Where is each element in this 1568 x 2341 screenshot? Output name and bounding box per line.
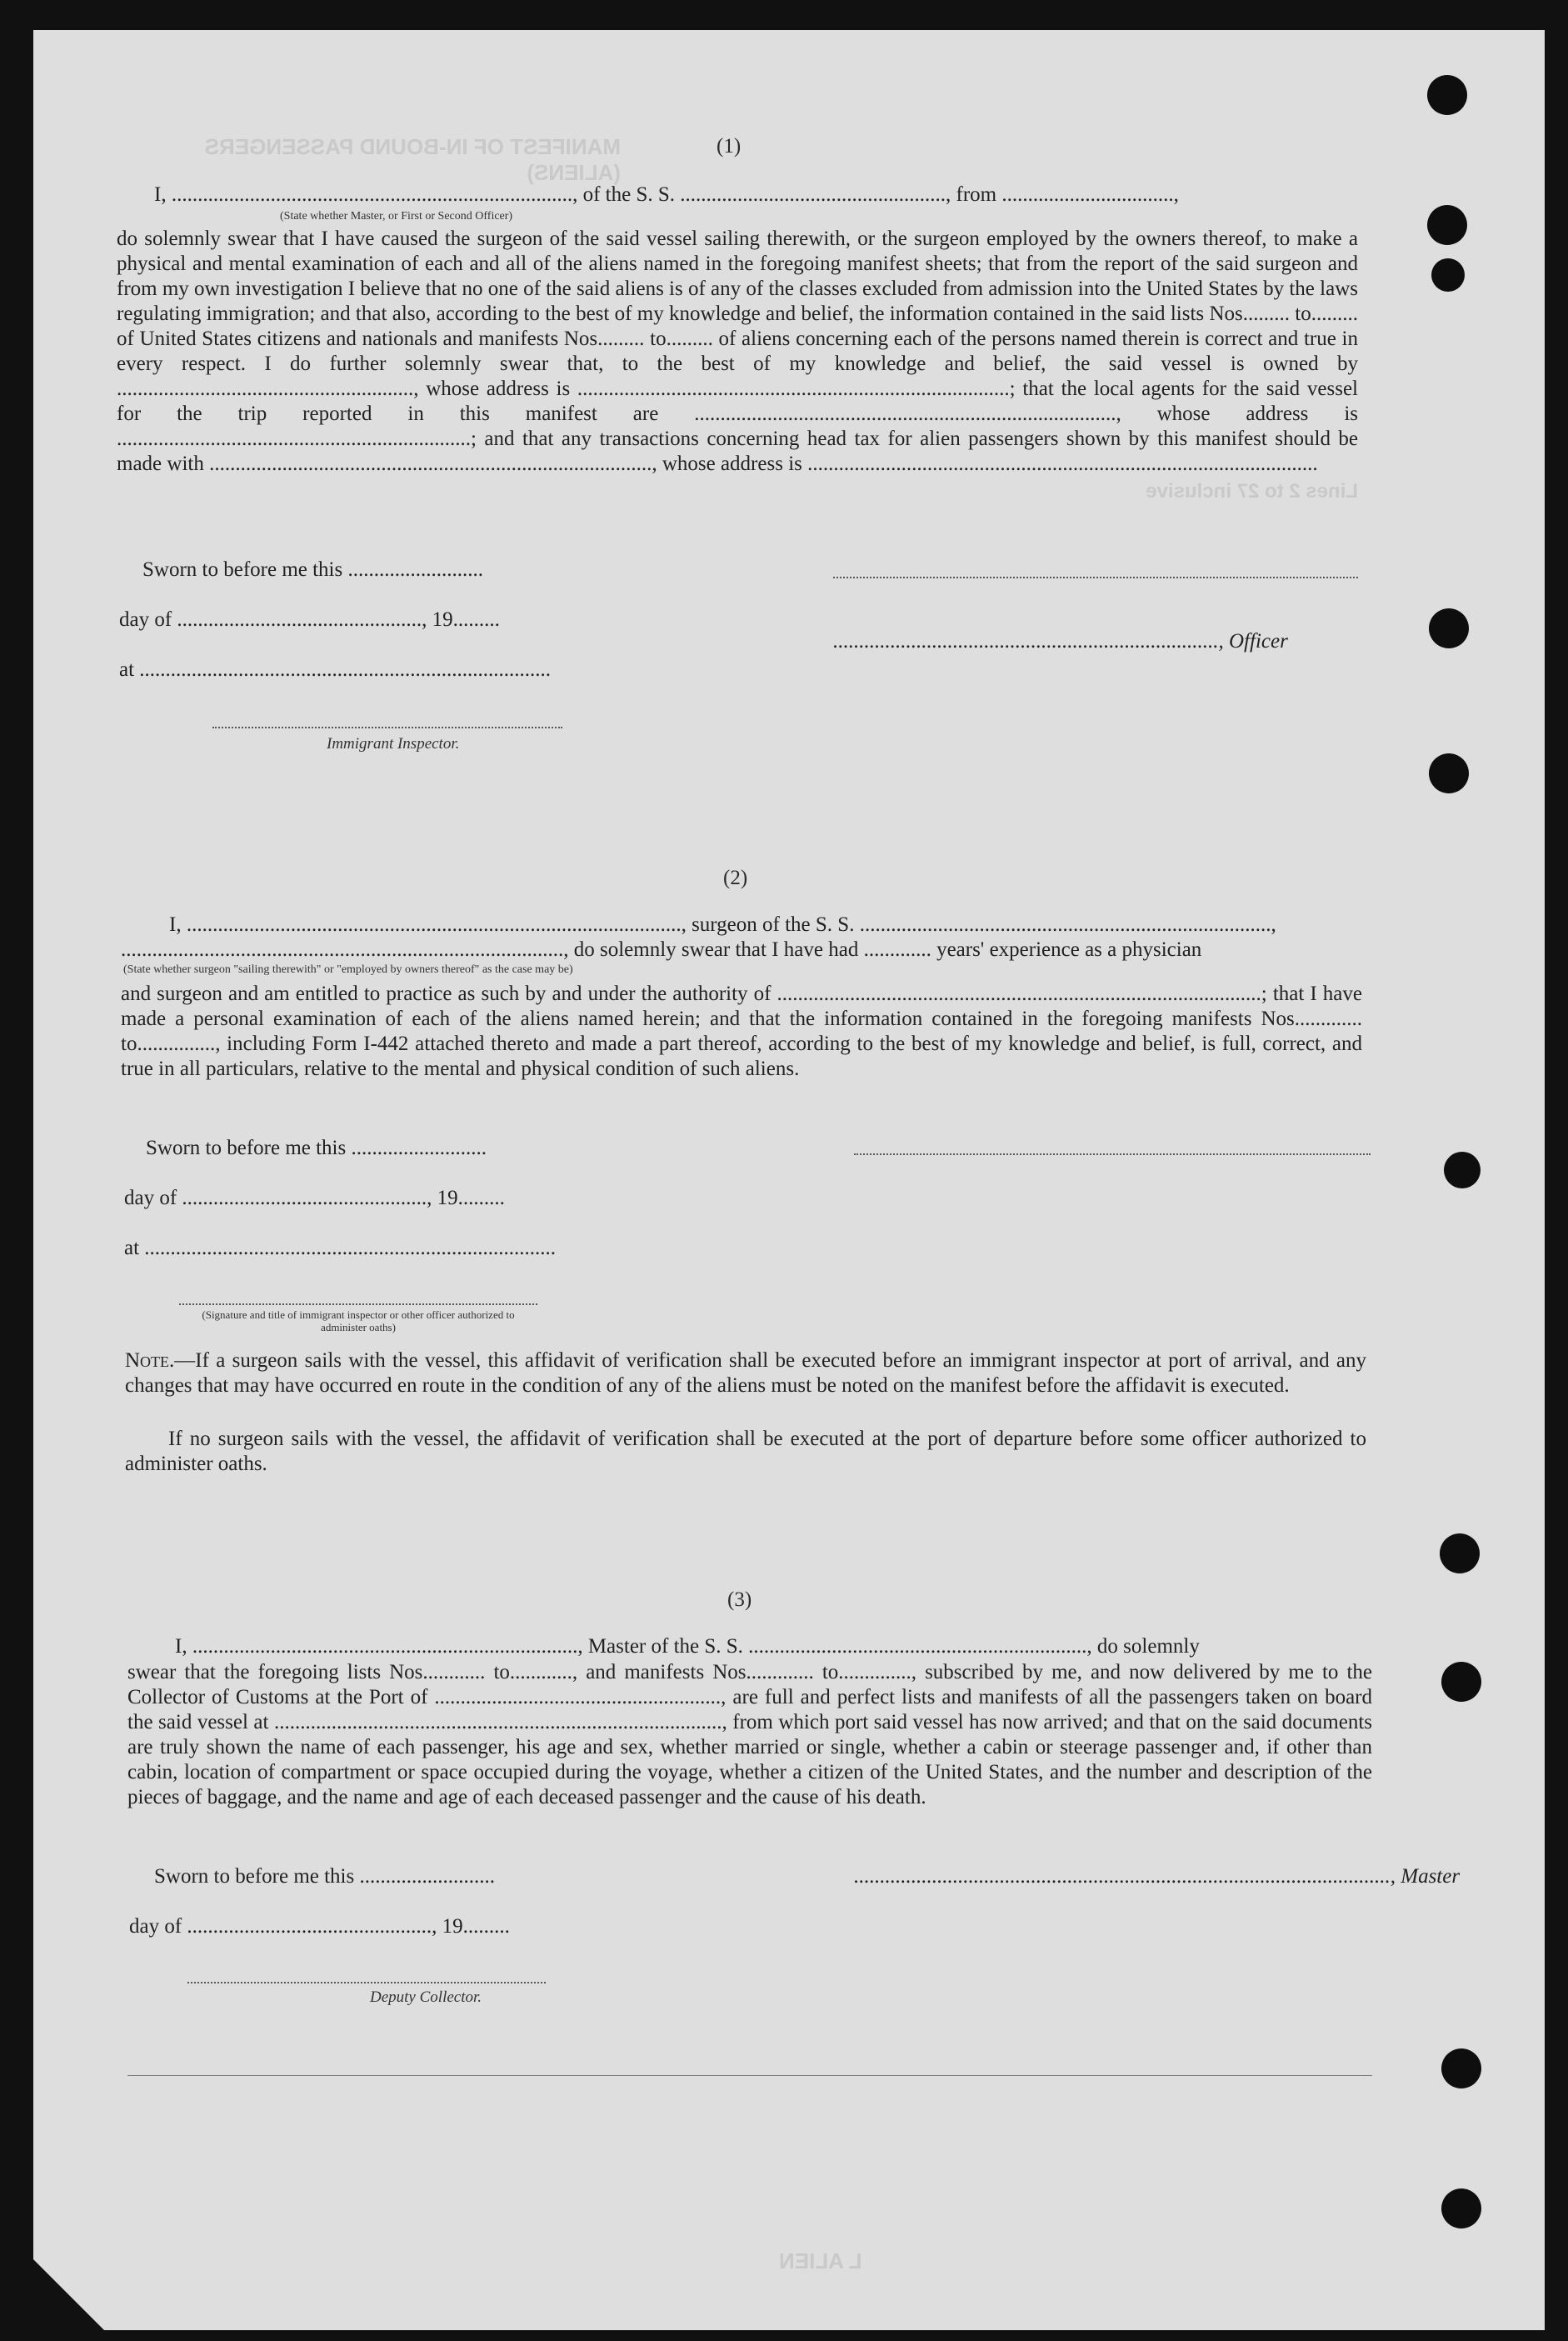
affidavit-2-sworn: Sworn to before me this .......................... <box>146 1137 487 1159</box>
affidavit-1-sworn: Sworn to before me this .......................... <box>142 558 483 581</box>
bottom-rule <box>127 2075 1372 2076</box>
inspector-signature-line <box>212 727 562 728</box>
binder-hole <box>1429 608 1469 648</box>
immigrant-inspector-caption: Immigrant Inspector. <box>327 735 460 753</box>
binder-hole <box>1429 753 1469 793</box>
affidavit-2-second-line: ....................................................................................., do solemnly swear that I have had ............. years' experience as a physician <box>121 938 1202 961</box>
binder-hole <box>1441 1662 1481 1702</box>
bleed-through-title: MANIFEST OF IN-BOUND PASSENGERS (ALIENS) <box>204 134 621 185</box>
affidavit-2-day: day of ..............................................., 19......... <box>124 1187 505 1209</box>
binder-hole <box>1427 75 1467 115</box>
affidavit-3-sworn: Sworn to before me this .......................... <box>154 1865 495 1888</box>
note-label: Note. <box>125 1349 175 1372</box>
torn-corner <box>33 2259 104 2330</box>
affidavit-1-state-note: (State whether Master, or First or Second Officer) <box>280 210 513 223</box>
note-paragraph-2: If no surgeon sails with the vessel, the affidavit of verification shall be executed at the port of departure before some officer authorized to administer oaths. <box>125 1428 1372 1475</box>
collector-signature-line <box>187 1982 546 1983</box>
affidavit-2-body: and surgeon and am entitled to practice as such by and under the authority of .............................................................................................; that I have made a personal examination of each of the aliens named herein; and that the information contained in the foregoing manifests Nos............. to..............., including Form I-442 attached thereto and made a part thereof, according to the best of my knowledge and belief, is full, correct, and true in all particulars, relative to the mental and physical condition of such aliens. <box>121 983 1368 1080</box>
affidavit-3-first-line: I, .........................................................................., Master of the S. S. ................................................................., do solemnly <box>175 1635 1200 1658</box>
surgeon-witness-signature-line <box>179 1303 537 1305</box>
bleed-through-footer: L ALIEN <box>779 2248 862 2273</box>
surgeon-signature-line <box>854 1153 1371 1155</box>
binder-hole <box>1431 258 1465 292</box>
note-paragraph <box>125 1348 1372 1398</box>
affidavit-1-number: (1) <box>717 135 742 158</box>
affidavit-3-number: (3) <box>727 1588 752 1611</box>
affidavit-3-body: swear that the foregoing lists Nos............ to............, and manifests Nos............. to.............., subscribed by me, and now delivered by me to the Collector of Customs at the Port of ......................................................., are full and perfect lists and manifests of all the passengers taken on board the said vessel at ......................................................................................, from which port said vessel has now arrived; and that on the said documents are truly shown the name of each passenger, his age and sex, whether married or single, whether a cabin or steerage passenger and, if other than cabin, location of compartment or space occupied during the voyage, whether a citizen of the United States, and the number and description of the pieces of baggage, and the name and age of each deceased passenger and the cause of his death. <box>127 1661 1378 1808</box>
signature-title-note: (Signature and title of immigrant inspector or other officer authorized to administer oaths) <box>202 1308 515 1333</box>
affidavit-3-day: day of ..............................................., 19......... <box>129 1915 510 1938</box>
affidavit-1-first-line: I, ............................................................................., of the S. S. ..................................................., from ................................., <box>154 183 1179 206</box>
officer-signature-line-top <box>833 577 1358 578</box>
bleed-through-lines: Lines 2 to 27 inclusive <box>1146 480 1358 503</box>
binder-hole <box>1440 1533 1480 1573</box>
binder-hole <box>1427 205 1467 245</box>
deputy-collector-caption: Deputy Collector. <box>370 1988 482 2006</box>
binder-hole <box>1441 2188 1481 2228</box>
document-page <box>33 30 1545 2330</box>
affidavit-2-number: (2) <box>723 867 748 889</box>
note-text: —If a surgeon sails with the vessel, this affidavit of verification shall be executed before an immigrant inspector at port of arrival, and any changes that may have occurred en route in the condition of any of the aliens must be noted on the manifest before the affidavit is executed. <box>125 1349 1372 1397</box>
master-signature-line: ......................................................................................................., Master <box>854 1865 1461 1888</box>
binder-hole <box>1441 2048 1481 2088</box>
affidavit-1-day: day of ..............................................., 19......... <box>119 608 500 631</box>
binder-hole <box>1444 1152 1481 1188</box>
affidavit-2-state-note: (State whether surgeon "sailing therewith" or "employed by owners thereof" as the case may be) <box>123 963 573 976</box>
affidavit-1-at: at ............................................................................... <box>119 658 552 681</box>
officer-line: .........................................................................., Officer <box>833 630 1288 653</box>
affidavit-2-at: at ............................................................................... <box>124 1237 557 1259</box>
affidavit-2-first-line: I, ..............................................................................................., surgeon of the S. S. ..............................................................................., <box>169 913 1276 936</box>
affidavit-1-body: do solemnly swear that I have caused the surgeon of the said vessel sailing therewith, or the surgeon employed by the owners thereof, to make a physical and mental examination of each and all of the aliens named in the foregoing manifest sheets; that from the report of the said surgeon and from my own investigation I believe that no one of the said aliens is of any of the classes excluded from admission into the United States by the laws regulating immigration; and that also, according to the best of my knowledge and belief, the information contained in the said lists Nos......... to......... of United States citizens and nationals and manifests Nos......... to......... of aliens concerning each of the persons named therein is correct and true in every respect. I do further solemnly swear that, to the best of my knowledge and belief, the said vessel is owned by ........................................................., whose address is ...................................................................................; that the local agents for the said vessel for the trip reported in this manifest are ................................................................................., whose address is ....................................................................; and that any transactions concerning head tax for alien passengers shown by this manifest should be made with ....................................................................................., whose address is .................................................................................................. <box>117 228 1364 475</box>
